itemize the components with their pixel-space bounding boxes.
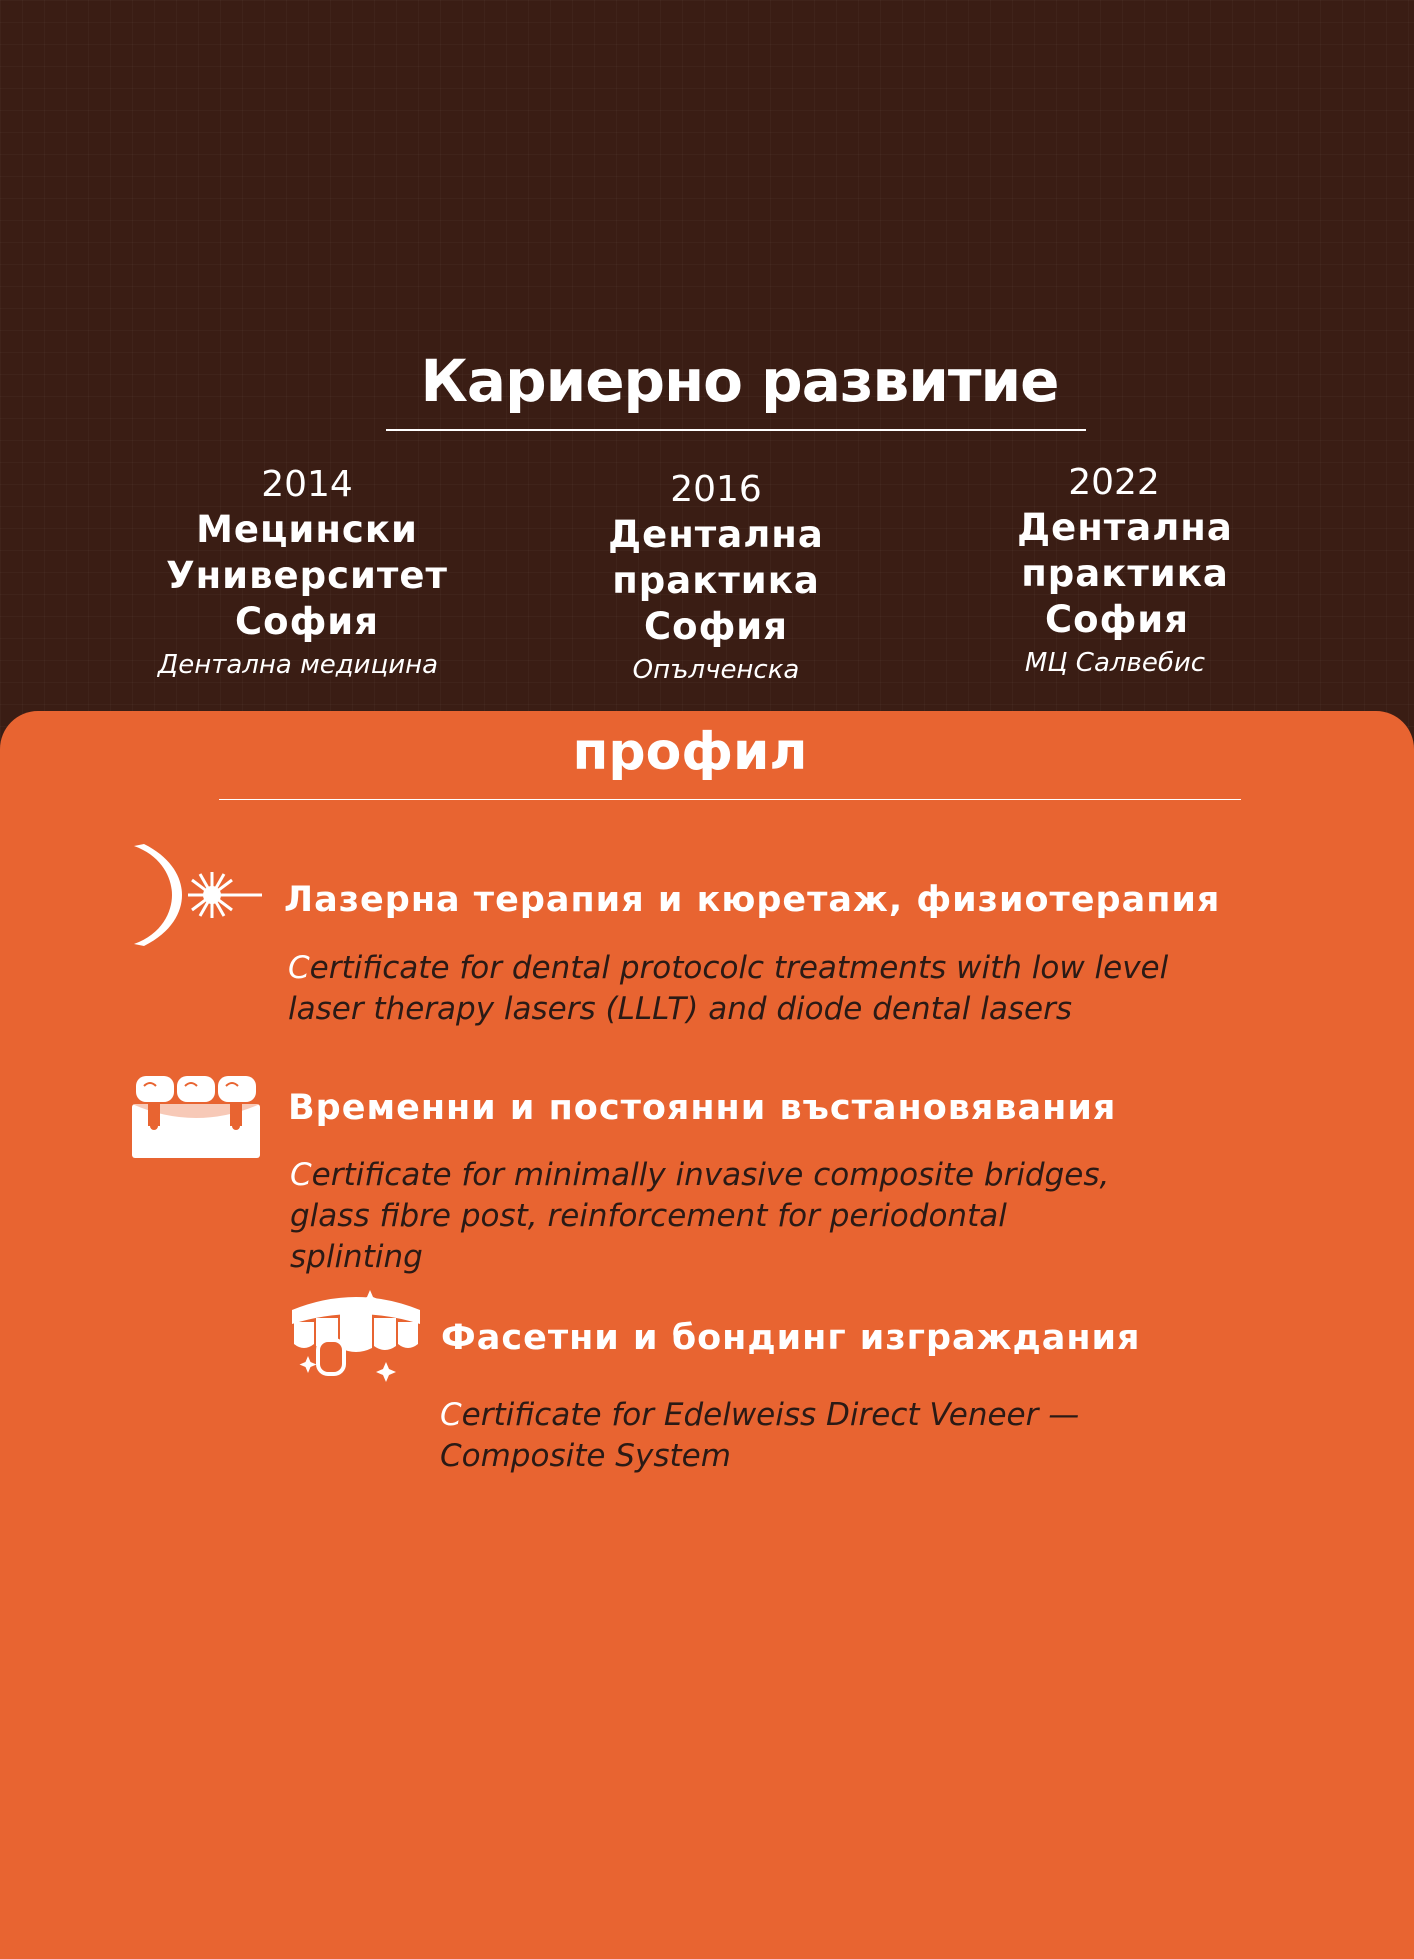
career-year: 2016 [670,469,762,510]
description-initial: C [440,1397,462,1433]
description-line: Composite System [440,1438,731,1474]
item-title-veneers: Фасетни и бондинг изграждания [441,1318,1141,1358]
career-subtitle: Дентална медицина [157,650,439,680]
veneer-teeth-icon [288,1288,424,1384]
career-column-2014 [97,463,517,683]
career-title-underline [386,429,1086,431]
item-title-restorations: Временни и постоянни въстановявания [288,1088,1117,1128]
laser-icon [128,842,264,948]
career-place-line: Дентална [608,513,824,556]
career-place-line: практика [612,559,820,602]
career-place-line: Дентална [1017,506,1233,549]
description-initial: C [288,950,310,986]
description-line: ertificate for Edelweiss Direct Veneer — [461,1397,1080,1433]
career-place-line: Университет [166,554,448,597]
item-description-restorations [290,1155,1250,1278]
dental-bridge-icon [130,1074,262,1160]
description-initial: C [290,1157,312,1193]
description-line: ertificate for dental protocolc treatments with low level [309,950,1169,986]
career-subtitle: Опълченска [632,655,800,685]
item-title-laser: Лазерна терапия и кюретаж, физиотерапия [284,880,1221,920]
career-place-line: София [235,600,379,643]
description-line: splinting [290,1239,423,1275]
description-line: glass fibre post, reinforcement for periodontal [290,1198,1007,1234]
description-line: ertificate for minimally invasive composite bridges, [311,1157,1110,1193]
career-place-line: практика [1021,552,1229,595]
item-description-laser [288,948,1248,1030]
career-title: Кариерно развитие [420,347,1059,415]
career-column-2022 [915,461,1335,681]
career-place-line: София [644,605,788,648]
career-year: 2022 [1068,462,1160,503]
profile-title: профил [572,722,808,782]
career-column-2016 [506,468,926,688]
career-subtitle: МЦ Салвебис [1024,648,1206,678]
career-place-line: Мецински [196,508,418,551]
item-description-veneers [440,1395,1400,1477]
description-line: laser therapy lasers (LLLT) and diode dental lasers [288,991,1072,1027]
profile-title-underline [219,799,1241,800]
career-year: 2014 [261,464,353,505]
career-place-line: София [1045,598,1189,641]
